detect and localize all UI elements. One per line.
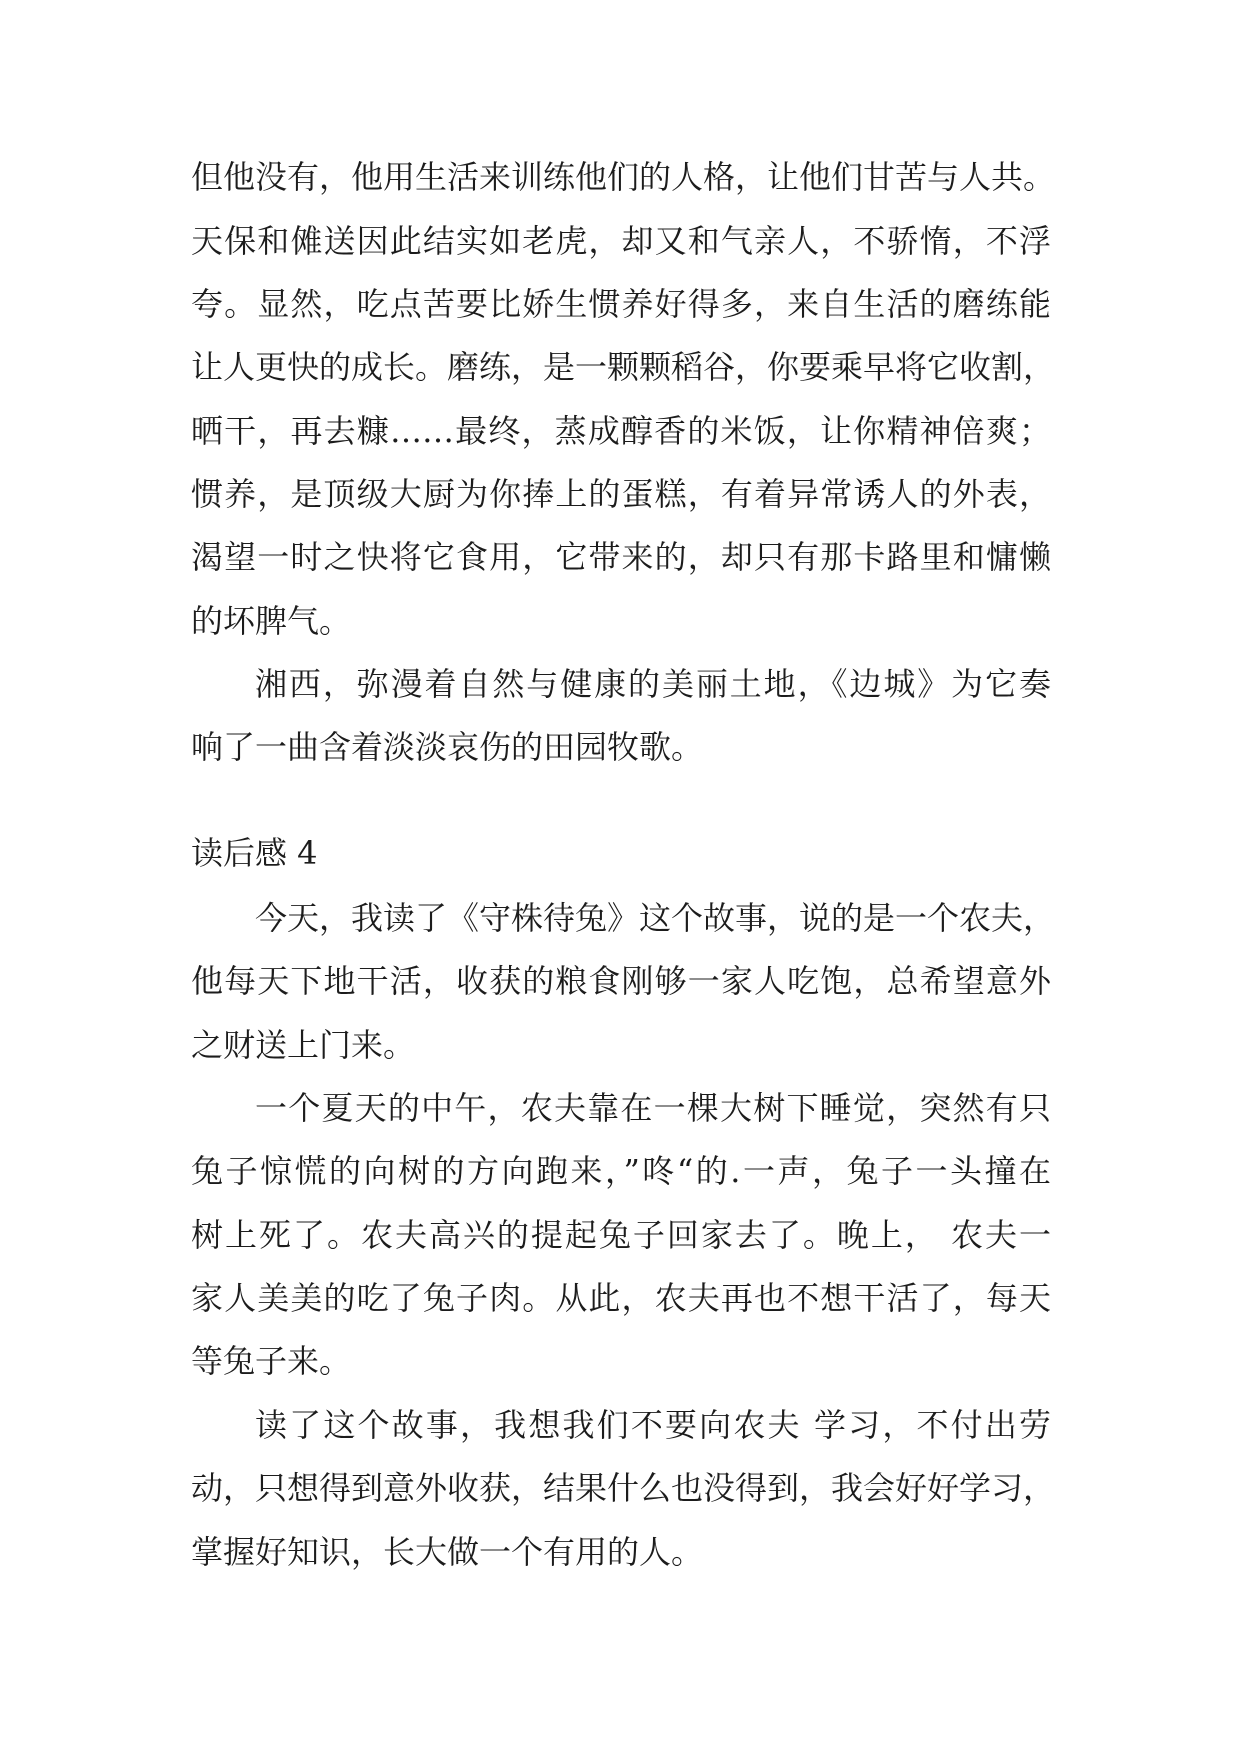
text-line: 的坏脾气。	[191, 602, 352, 640]
text-line: 但他没有，他用生活来训练他们的人格，让他们甘苦与人共。	[191, 158, 1056, 196]
text-line: 一个夏天的中午，农夫靠在一棵大树下睡觉，突然有只	[255, 1089, 1051, 1127]
text-line: 晒干，再去糠……最终，蒸成醇香的米饭，让你精神倍爽；	[191, 412, 1051, 450]
text-line: 惯养，是顶级大厨为你捧上的蛋糕，有着异常诱人的外表，	[191, 475, 1051, 513]
text-line: 兔子惊慌的向树的方向跑来，”咚“的.一声，兔子一头撞在	[191, 1152, 1051, 1190]
text-line: 树上死了。农夫高兴的提起兔子回家去了。晚上， 农夫一	[191, 1216, 1051, 1254]
text-line: 湘西，弥漫着自然与健康的美丽土地，《边城》为它奏	[255, 665, 1051, 703]
text-line: 掌握好知识，长大做一个有用的人。	[191, 1533, 704, 1571]
text-line: 让人更快的成长。磨练，是一颗颗稻谷，你要乘早将它收割，	[191, 348, 1056, 386]
text-line: 夸。显然，吃点苦要比娇生惯养好得多，来自生活的磨练能	[191, 285, 1051, 323]
text-line: 读了这个故事，我想我们不要向农夫 学习，不付出劳	[255, 1406, 1051, 1444]
text-line: 家人美美的吃了兔子肉。从此，农夫再也不想干活了，每天	[191, 1279, 1051, 1317]
text-line: 之财送上门来。	[191, 1026, 416, 1064]
text-line: 渴望一时之快将它食用，它带来的，却只有那卡路里和慵懒	[191, 538, 1051, 576]
text-line: 响了一曲含着淡淡哀伤的田园牧歌。	[191, 728, 704, 766]
text-line: 天保和傩送因此结实如老虎，却又和气亲人，不骄惰，不浮	[191, 222, 1051, 260]
text-line: 动，只想得到意外收获，结果什么也没得到，我会好好学习，	[191, 1469, 1056, 1507]
text-line: 他每天下地干活，收获的粮食刚够一家人吃饱，总希望意外	[191, 962, 1051, 1000]
text-line: 等兔子来。	[191, 1342, 352, 1380]
text-line: 今天，我读了《守株待兔》这个故事，说的是一个农夫，	[255, 899, 1056, 937]
section-heading: 读后感 4	[191, 834, 318, 872]
